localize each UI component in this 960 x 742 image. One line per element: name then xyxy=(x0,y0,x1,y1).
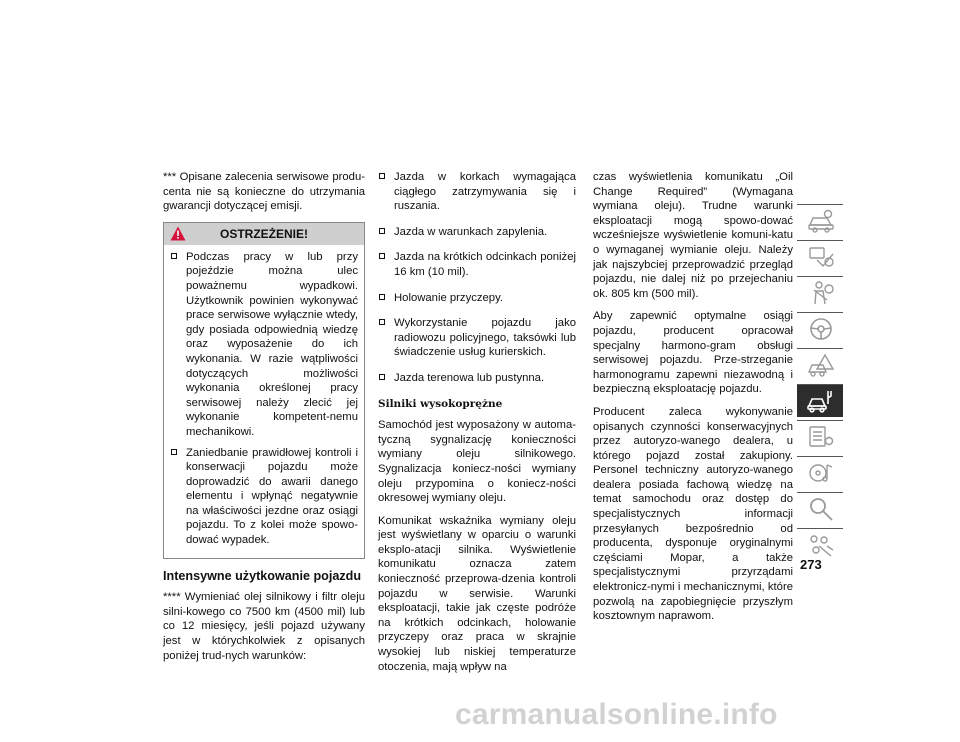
column-middle xyxy=(378,170,576,682)
tab-safety[interactable] xyxy=(797,276,843,309)
bullet-square-icon xyxy=(379,228,385,234)
music-media-icon xyxy=(807,460,835,486)
warning-box xyxy=(163,222,365,559)
list-item-text: Jazda w warunkach zapylenia. xyxy=(394,225,548,238)
search-magnifier-icon xyxy=(807,496,835,522)
warning-body xyxy=(164,245,364,558)
tab-specifications[interactable] xyxy=(797,420,843,453)
column-left xyxy=(163,170,365,671)
list-item xyxy=(378,170,576,214)
section-heading-severe-usage: Intensywne użytkowanie pojazdu xyxy=(163,568,362,583)
bullet-square-icon xyxy=(379,374,385,380)
warning-item xyxy=(170,446,358,548)
dashboard-message-icon xyxy=(807,244,835,270)
diesel-paragraph-1: Samochód jest wyposażony w automa-tyczną sygnalizację konieczności wymiany oleju silnikowego. Sygnalizacja koniecz-ności wymiany oleju przypomina o koniecz-ności okresowej wymiany oleju. xyxy=(378,419,576,505)
list-item xyxy=(378,291,576,306)
steering-wheel-icon xyxy=(807,316,835,342)
list-item xyxy=(378,371,576,386)
list-item xyxy=(378,250,576,279)
bullet-square-icon xyxy=(379,173,385,179)
diesel-paragraph-2: Komunikat wskaźnika wymiany oleju jest wyświetlany w oparciu o warunki eksplo-atacji silnika. Wyświetlenie komunikatu oznacza zatem konieczność przeprowa-dzenia kontroli pojazdu w serwisie. Warunki eksploatacji, takie jak częste podróże na krótkich odcinkach, holowanie przyczepy oraz praca w skrajnie wysokiej lub niskiej temperaturze otoczenia, mają wpływ na xyxy=(378,514,576,673)
warning-title: OSTRZEŻENIE! xyxy=(219,226,308,241)
bullet-square-icon xyxy=(379,253,385,259)
section-heading-diesel: Silniki wysokoprężne xyxy=(378,397,503,410)
warning-header xyxy=(164,223,364,245)
bullet-square-icon xyxy=(171,253,177,259)
bullet-square-icon xyxy=(171,449,177,455)
list-item-text: Holowanie przyczepy. xyxy=(394,291,504,304)
severe-usage-paragraph: **** Wymieniać olej silnikowy i filtr oleju silni-kowego co 7500 km (4500 mil) lub co 12 miesięcy, jeśli pojazd używany jest w którychkolwiek z opisanych poniżej trud-nych warunków: xyxy=(163,591,365,662)
index-abc-icon xyxy=(807,532,835,558)
tab-dashboard[interactable] xyxy=(797,240,843,273)
car-wrench-icon xyxy=(807,388,835,414)
warning-item-text: Podczas pracy w lub przy pojeździe można ulec poważnemu wypadkowi. Użytkownik powinien wykonywać prace serwisowe wyłącznie wtedy, gdy posiada odpowiednią wiedzę oraz wyposażenie do ich wykonania. W razie wątpliwości dotyczących możliwości wykonania określonej pracy serwisowej należy zlecić jej wykonanie kompetent-nemu mechanikowi. xyxy=(186,250,358,438)
tab-driving[interactable] xyxy=(797,312,843,345)
warning-car-icon xyxy=(807,352,835,378)
car-info-icon xyxy=(807,208,835,234)
tab-search[interactable] xyxy=(797,492,843,525)
list-item-text: Jazda w korkach wymagająca ciągłego zatrzymywania się i ruszania. xyxy=(394,171,576,213)
list-item-text: Jazda terenowa lub pustynna. xyxy=(394,371,545,384)
column-right xyxy=(593,170,793,632)
tab-vehicle-info[interactable] xyxy=(797,204,843,237)
tab-multimedia[interactable] xyxy=(797,456,843,489)
bullet-square-icon xyxy=(379,294,385,300)
page-number: 273 xyxy=(800,557,822,572)
tab-emergency[interactable] xyxy=(797,348,843,381)
intro-paragraph: *** Opisane zalecenia serwisowe produ-centa nie są konieczne do utrzymania gwarancji dotyczącej emisji. xyxy=(163,171,365,213)
schedule-paragraph: Aby zapewnić optymalne osiągi pojazdu, producent opracował specjalny harmono-gram obsługi serwisowej pojazdu. Prze-strzeganie harmonogramu zapewni niezawodną i bezpieczną eksploatację pojazdu. xyxy=(593,310,793,396)
dealer-paragraph: Producent zaleca wykonywanie opisanych czynności konserwacyjnych przez autoryzo-wanego dealera, u którego pojazd został zakupiony. Personel techniczny autoryzo-wanego dealera posiada fachową wiedzę na temat samochodu oraz dostęp do specjalistycznych informacji przesyłanych bezpośrednio od producenta, dysponuje oryginalnymi częściami Mopar, a także specjalistycznymi przyrządami elektronicz-nymi i mechanicznymi, które pozwolą na zapobiegnięcie przyszłym kosztownym naprawom. xyxy=(593,405,793,623)
list-item xyxy=(378,225,576,240)
tab-service-maintenance[interactable] xyxy=(797,384,843,417)
list-item xyxy=(378,316,576,360)
seatbelt-airbag-icon xyxy=(807,280,835,306)
warning-triangle-icon xyxy=(170,226,186,241)
list-item-text: Wykorzystanie pojazdu jako radiowozu policyjnego, taksówki lub świadczenie usług kurierskich. xyxy=(394,317,576,359)
watermark: carmanualsonline.info xyxy=(455,698,778,731)
list-item-text: Jazda na krótkich odcinkach poniżej 16 km (10 mil). xyxy=(394,251,576,278)
warning-item-text: Zaniedbanie prawidłowej kontroli i konserwacji pojazdu może doprowadzić do awarii danego elementu i wpłynąć negatywnie na właściwości jezdne oraz osiągi pojazdu. To z kolei może spowo-dować wypadek. xyxy=(186,446,358,547)
warning-item xyxy=(170,250,358,440)
specifications-list-icon xyxy=(807,424,835,450)
oil-change-paragraph: czas wyświetlenia komunikatu „Oil Change Required” (Wymagana wymiana oleju). Trudne warunki eksploatacji mogą spowo-dować wcześniejsze wyświetlenie komuni-katu o wymaganej wymianie oleju. Należy jak najszybciej przeprowadzić przegląd pojazdu, nie dalej niż po przejechaniu ok. 805 km (500 mil). xyxy=(593,171,793,300)
bullet-square-icon xyxy=(379,319,385,325)
chapter-tabs xyxy=(797,204,843,564)
